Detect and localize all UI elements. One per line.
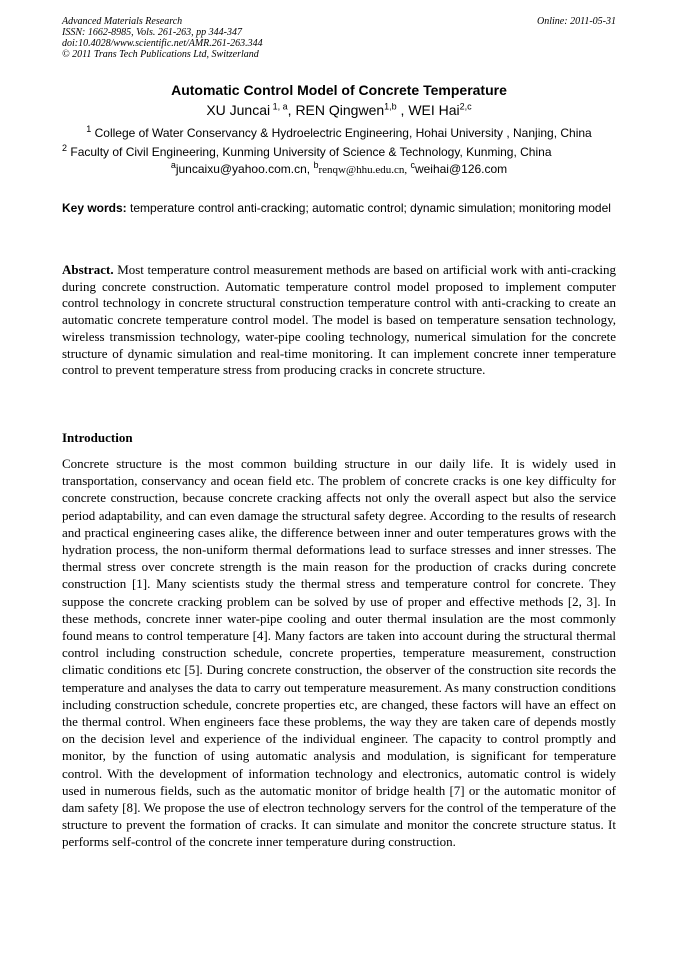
keywords-label: Key words: — [62, 201, 127, 215]
keywords-block — [62, 200, 616, 217]
author-name: WEI Hai — [408, 102, 460, 118]
affiliation-number: 2 — [62, 143, 68, 153]
section-heading: Introduction — [62, 430, 133, 445]
author-affiliation-mark: 1, a — [272, 101, 288, 112]
author-affiliation-mark: 1,b — [384, 101, 397, 112]
running-header — [62, 16, 616, 60]
introduction-paragraph: Concrete structure is the most common building structure in our daily life. It is widely used in transportation, conservancy and ocean field etc. The problem of concrete cracks is one key difficulty for concrete construction, because concrete cracking affects not only the overall aspect but also the service period adaptability, and can even damage the structural safety degree. According to the results of research and practical engineering cases alike, the difference between inner and outer temperatures grows with the hydration process, the non-uniform thermal deformations lead to surface stresses and inner stresses. The thermal stress over concrete strength is the main reason for the production of cracks during concrete construction [1]. Many scientists study the thermal stress and temperature control for concrete. They suppose the concrete cracking problem can be solved by use of proper and effective methods [2, 3]. In these methods, concrete inner water-pipe cooling and outer thermal insulation are the most commonly found means to control temperature [4]. Many factors are taken into account during the structural thermal control including construction schedule, concrete properties, temperature measurement, construction climatic conditions etc [5]. During concrete construction, the observer of the construction site records the temperature and analyses the data to carry out temperature measurement. As many construction conditions including construction schedule, concrete properties etc, are changed, these factors will have an effect on the thermal control. When engineers face these problems, the way they are taken care of depends mostly on the decision level and experience of the individual engineer. The capacity to control promptly and monitor, by the function of using automatic analysis and modulation, is significant for temperature control. With the development of information technology and electronics, automatic control is widely used in numerous fields, such as the automatic monitor of bridge health [7] or the automatic monitor of dam safety [8]. We propose the use of electron technology servers for the control of the temperature of the structure to prevent the formation of cracks. It can simulate and monitor the concrete structure status. It performs self-control of the concrete inner temperature during construction. — [62, 456, 616, 850]
email-mark: b — [313, 160, 319, 170]
doi-line: doi:10.4028/www.scientific.net/AMR.261-263.344 — [62, 38, 263, 49]
affiliation-1 — [62, 126, 616, 140]
issn-line: ISSN: 1662-8985, Vols. 261-263, pp 344-347 — [62, 27, 242, 38]
author-separator: , — [287, 102, 296, 118]
author-name: REN Qingwen — [295, 102, 385, 118]
abstract-label: Abstract. — [62, 262, 114, 277]
email-address[interactable]: renqw@hhu.edu.cn, — [318, 164, 408, 176]
affiliation-text: Faculty of Civil Engineering, Kunming University of Science & Technology, Kunming, China — [70, 145, 552, 159]
author-affiliation-mark: 2,c — [459, 101, 472, 112]
affiliation-2 — [62, 145, 616, 159]
abstract-text: Most temperature control measurement methods are based on artificial work with anti-cracking during concrete construction. Automatic temperature control model proposed to implement computer control technology in concrete structural construction temperature control with anti-cracking to create an automatic concrete temperature control model. The model is based on temperature sensation technology, wireless transmission technology, water-pipe cooling technology, numerical simulation for the concrete structure of dynamic simulation and real-time monitoring. It can implement concrete inner temperature control to prevent temperature stress from producing cracks in concrete structure. — [62, 262, 616, 378]
author-separator: , — [396, 102, 409, 118]
paper-title: Automatic Control Model of Concrete Temperature — [171, 82, 507, 98]
email-address[interactable]: weihai@126.com — [414, 162, 508, 176]
email-mark: c — [410, 160, 415, 170]
online-date: Online: 2011-05-31 — [537, 16, 616, 27]
abstract-block — [62, 262, 616, 379]
affiliation-text: College of Water Conservancy & Hydroelectric Engineering, Hohai University , Nanjing, China — [94, 126, 592, 140]
email-line — [62, 162, 616, 176]
journal-name: Advanced Materials Research — [62, 16, 183, 27]
affiliation-number: 1 — [86, 124, 92, 134]
email-mark: a — [170, 160, 176, 170]
email-address[interactable]: juncaixu@yahoo.com.cn, — [175, 162, 311, 176]
author-name: XU Juncai — [206, 102, 271, 118]
author-list — [62, 102, 616, 118]
keywords-text: temperature control anti-cracking; automatic control; dynamic simulation; monitoring model — [130, 201, 611, 215]
copyright-line: © 2011 Trans Tech Publications Ltd, Switzerland — [62, 49, 259, 60]
